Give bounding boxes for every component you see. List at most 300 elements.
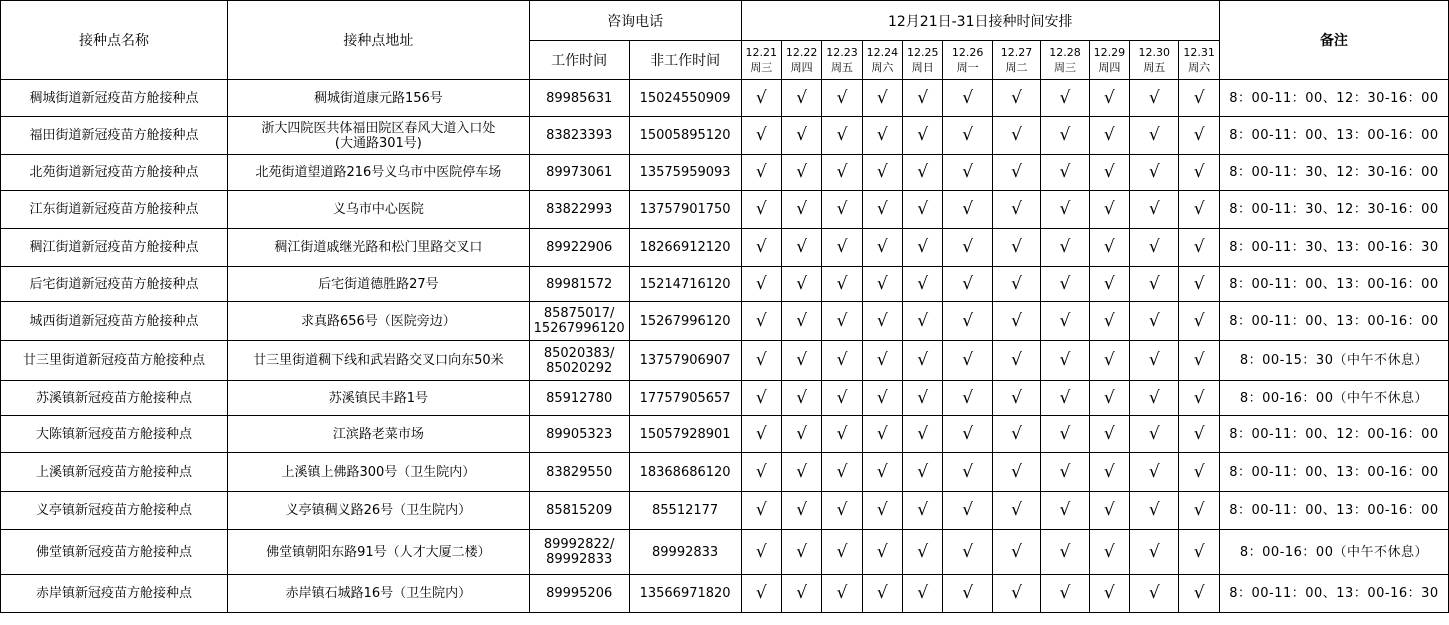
check-mark: √: [1179, 575, 1219, 613]
check-mark: √: [992, 117, 1040, 155]
work-phone: [529, 229, 629, 267]
check-mark: √: [781, 302, 821, 341]
work-phone-line: 89992833: [546, 552, 613, 567]
check-mark: √: [1041, 191, 1089, 229]
table-row: [1, 575, 1449, 613]
check-mark: √: [903, 267, 943, 302]
work-phone: [529, 80, 629, 117]
site-note: 8：00-11：00、13：00-16：00: [1219, 492, 1448, 530]
check-mark: √: [822, 155, 862, 191]
check-mark: √: [1179, 302, 1219, 341]
check-mark: √: [1179, 341, 1219, 381]
work-phone-line: 89981572: [546, 276, 613, 292]
check-mark: √: [862, 155, 902, 191]
site-address: [228, 530, 530, 575]
check-mark: √: [943, 80, 992, 117]
site-address: [228, 191, 530, 229]
site-name: 义亭镇新冠疫苗方舱接种点: [1, 492, 228, 530]
address-line: 佛堂镇朝阳东路91号（人才大厦二楼）: [266, 544, 491, 560]
check-mark: √: [741, 575, 781, 613]
day-header: [862, 41, 902, 80]
check-mark: √: [1041, 530, 1089, 575]
check-mark: √: [903, 453, 943, 492]
site-name: 廿三里街道新冠疫苗方舱接种点: [1, 341, 228, 381]
off-phone: 15057928901: [629, 416, 741, 453]
check-mark: √: [741, 530, 781, 575]
check-mark: √: [1041, 341, 1089, 381]
check-mark: √: [822, 341, 862, 381]
site-name: 大陈镇新冠疫苗方舱接种点: [1, 416, 228, 453]
check-mark: √: [1130, 492, 1179, 530]
check-mark: √: [862, 575, 902, 613]
site-note: 8：00-11：00、13：00-16：00: [1219, 267, 1448, 302]
day-header: [1089, 41, 1129, 80]
check-mark: √: [992, 416, 1040, 453]
off-phone: 89992833: [629, 530, 741, 575]
work-phone-line: 85020292: [546, 360, 613, 376]
work-phone-line: 85912780: [546, 390, 613, 406]
check-mark: √: [1179, 492, 1219, 530]
day-weekday: 周五: [830, 61, 853, 74]
site-note: 8：00-11：00、12：00-16：00: [1219, 416, 1448, 453]
work-phone: [529, 492, 629, 530]
check-mark: √: [943, 117, 992, 155]
off-phone: 15214716120: [629, 267, 741, 302]
work-phone-line: 89922906: [546, 240, 613, 255]
site-name: 稠城街道新冠疫苗方舱接种点: [1, 80, 228, 117]
site-note: 8：00-16：00（中午不休息）: [1219, 381, 1448, 416]
header-off-time: 非工作时间: [629, 41, 741, 80]
check-mark: √: [992, 575, 1040, 613]
site-note: 8：00-11：00、13：00-16：00: [1219, 117, 1448, 155]
address-line: 浙大四院医共体福田院区春风大道入口处: [261, 120, 496, 136]
site-note: 8：00-16：00（中午不休息）: [1219, 530, 1448, 575]
work-phone: [529, 341, 629, 381]
check-mark: √: [943, 416, 992, 453]
check-mark: √: [822, 453, 862, 492]
check-mark: √: [781, 155, 821, 191]
day-header: [822, 41, 862, 80]
check-mark: √: [741, 191, 781, 229]
header-schedule: 12月21日-31日接种时间安排: [741, 1, 1219, 41]
check-mark: √: [822, 302, 862, 341]
check-mark: √: [1179, 416, 1219, 453]
check-mark: √: [862, 117, 902, 155]
table-row: [1, 530, 1449, 575]
table-row: [1, 492, 1449, 530]
check-mark: √: [1179, 530, 1219, 575]
site-note: 8：00-11：00、13：00-16：30: [1219, 575, 1448, 613]
site-address: [228, 453, 530, 492]
check-mark: √: [1041, 229, 1089, 267]
site-address: [228, 267, 530, 302]
table-row: [1, 453, 1449, 492]
table-row: [1, 117, 1449, 155]
check-mark: √: [741, 267, 781, 302]
work-phone-line: 89992822/: [543, 537, 615, 552]
site-note: 8：00-11：00、13：00-16：00: [1219, 302, 1448, 341]
check-mark: √: [822, 381, 862, 416]
check-mark: √: [1089, 492, 1129, 530]
site-name: 苏溪镇新冠疫苗方舱接种点: [1, 381, 228, 416]
site-name: 后宅街道新冠疫苗方舱接种点: [1, 267, 228, 302]
check-mark: √: [943, 575, 992, 613]
work-phone-line: 85020383/: [543, 345, 615, 361]
check-mark: √: [992, 530, 1040, 575]
check-mark: √: [992, 191, 1040, 229]
address-line: 义乌市中心医院: [332, 202, 424, 217]
check-mark: √: [781, 492, 821, 530]
site-address: [228, 416, 530, 453]
check-mark: √: [1130, 416, 1179, 453]
check-mark: √: [903, 341, 943, 381]
check-mark: √: [781, 191, 821, 229]
address-line: 赤岸镇石城路16号（卫生院内）: [285, 586, 472, 601]
check-mark: √: [992, 453, 1040, 492]
table-row: [1, 80, 1449, 117]
check-mark: √: [862, 229, 902, 267]
check-mark: √: [1041, 492, 1089, 530]
check-mark: √: [741, 117, 781, 155]
check-mark: √: [992, 80, 1040, 117]
check-mark: √: [862, 267, 902, 302]
off-phone: 13575959093: [629, 155, 741, 191]
check-mark: √: [992, 155, 1040, 191]
day-header: [903, 41, 943, 80]
address-line: 苏溪镇民丰路1号: [328, 390, 428, 406]
site-address: [228, 575, 530, 613]
address-line: 江滨路老菜市场: [332, 426, 424, 442]
site-note: 8：00-11：30、13：00-16：30: [1219, 229, 1448, 267]
check-mark: √: [1179, 267, 1219, 302]
address-line: 稠城街道康元路156号: [313, 90, 443, 106]
check-mark: √: [1130, 117, 1179, 155]
check-mark: √: [741, 453, 781, 492]
check-mark: √: [862, 191, 902, 229]
header-phone: 咨询电话: [529, 1, 741, 41]
site-note: 8：00-11：00、13：00-16：00: [1219, 453, 1448, 492]
check-mark: √: [1130, 381, 1179, 416]
header-name: 接种点名称: [1, 1, 228, 80]
check-mark: √: [1041, 416, 1089, 453]
check-mark: √: [1130, 341, 1179, 381]
table-row: [1, 302, 1449, 341]
site-name: 赤岸镇新冠疫苗方舱接种点: [1, 575, 228, 613]
check-mark: √: [992, 229, 1040, 267]
check-mark: √: [992, 341, 1040, 381]
table-row: [1, 267, 1449, 302]
check-mark: √: [781, 229, 821, 267]
day-weekday: 周四: [1098, 61, 1121, 74]
day-header: [1179, 41, 1219, 80]
check-mark: √: [943, 302, 992, 341]
off-phone: 13566971820: [629, 575, 741, 613]
work-phone: [529, 575, 629, 613]
header-note: 备注: [1219, 1, 1448, 80]
check-mark: √: [822, 530, 862, 575]
check-mark: √: [992, 492, 1040, 530]
day-date: 12.28: [1049, 46, 1081, 59]
check-mark: √: [741, 229, 781, 267]
site-note: 8：00-11：30、12：30-16：00: [1219, 191, 1448, 229]
check-mark: √: [781, 341, 821, 381]
day-header: [943, 41, 992, 80]
work-phone: [529, 117, 629, 155]
check-mark: √: [992, 381, 1040, 416]
day-header: [992, 41, 1040, 80]
table-row: [1, 155, 1449, 191]
table-row: [1, 191, 1449, 229]
check-mark: √: [903, 117, 943, 155]
check-mark: √: [741, 492, 781, 530]
day-weekday: 周六: [871, 61, 894, 74]
check-mark: √: [1089, 229, 1129, 267]
check-mark: √: [943, 530, 992, 575]
check-mark: √: [862, 381, 902, 416]
check-mark: √: [822, 191, 862, 229]
check-mark: √: [903, 155, 943, 191]
work-phone-line: 85815209: [546, 503, 613, 518]
check-mark: √: [862, 302, 902, 341]
check-mark: √: [781, 381, 821, 416]
check-mark: √: [1130, 302, 1179, 341]
work-phone: [529, 381, 629, 416]
check-mark: √: [741, 155, 781, 191]
day-date: 12.31: [1183, 46, 1215, 59]
check-mark: √: [903, 302, 943, 341]
check-mark: √: [943, 229, 992, 267]
off-phone: 18266912120: [629, 229, 741, 267]
work-phone: [529, 155, 629, 191]
check-mark: √: [741, 381, 781, 416]
check-mark: √: [862, 80, 902, 117]
site-name: 上溪镇新冠疫苗方舱接种点: [1, 453, 228, 492]
table-header: [1, 1, 1449, 80]
site-address: [228, 492, 530, 530]
site-name: 稠江街道新冠疫苗方舱接种点: [1, 229, 228, 267]
check-mark: √: [943, 191, 992, 229]
site-address: [228, 117, 530, 155]
day-date: 12.29: [1093, 46, 1126, 59]
check-mark: √: [862, 453, 902, 492]
check-mark: √: [1089, 80, 1129, 117]
day-weekday: 周一: [956, 61, 979, 74]
check-mark: √: [1130, 155, 1179, 191]
site-name: 福田街道新冠疫苗方舱接种点: [1, 117, 228, 155]
day-header: [1130, 41, 1179, 80]
check-mark: √: [822, 267, 862, 302]
work-phone-line: 89905323: [546, 426, 613, 442]
work-phone-line: 83829550: [546, 464, 613, 480]
check-mark: √: [1089, 530, 1129, 575]
check-mark: √: [1130, 80, 1179, 117]
work-phone-line: 83823393: [546, 128, 613, 143]
check-mark: √: [1041, 302, 1089, 341]
off-phone: 13757906907: [629, 341, 741, 381]
check-mark: √: [781, 80, 821, 117]
check-mark: √: [741, 302, 781, 341]
day-date: 12.22: [785, 46, 818, 59]
day-weekday: 周日: [911, 61, 934, 74]
site-address: [228, 381, 530, 416]
check-mark: √: [1130, 453, 1179, 492]
work-phone-line: 89995206: [546, 586, 613, 601]
table-body: [1, 80, 1449, 613]
check-mark: √: [781, 117, 821, 155]
check-mark: √: [1041, 453, 1089, 492]
address-line: 廿三里街道稠下线和武岩路交叉口向东50米: [253, 353, 504, 368]
check-mark: √: [1041, 267, 1089, 302]
check-mark: √: [943, 155, 992, 191]
day-weekday: 周四: [790, 61, 813, 74]
check-mark: √: [822, 80, 862, 117]
check-mark: √: [862, 492, 902, 530]
check-mark: √: [903, 381, 943, 416]
check-mark: √: [1041, 155, 1089, 191]
check-mark: √: [1179, 80, 1219, 117]
work-phone-line: 83822993: [546, 202, 613, 217]
work-phone-line: 89973061: [546, 165, 613, 180]
off-phone: 18368686120: [629, 453, 741, 492]
site-address: [228, 341, 530, 381]
check-mark: √: [903, 492, 943, 530]
check-mark: √: [903, 80, 943, 117]
day-date: 12.30: [1138, 46, 1170, 59]
day-date: 12.24: [866, 46, 899, 59]
check-mark: √: [1089, 416, 1129, 453]
check-mark: √: [1041, 117, 1089, 155]
check-mark: √: [822, 229, 862, 267]
off-phone: 15267996120: [629, 302, 741, 341]
check-mark: √: [822, 117, 862, 155]
site-address: [228, 155, 530, 191]
table-row: [1, 381, 1449, 416]
day-weekday: 周五: [1143, 61, 1166, 74]
table-row: [1, 341, 1449, 381]
day-date: 12.23: [826, 46, 858, 59]
day-date: 12.25: [906, 46, 939, 59]
check-mark: √: [943, 453, 992, 492]
day-header: [741, 41, 781, 80]
check-mark: √: [1089, 381, 1129, 416]
check-mark: √: [1089, 341, 1129, 381]
site-note: 8：00-11：00、12：30-16：00: [1219, 80, 1448, 117]
check-mark: √: [781, 453, 821, 492]
check-mark: √: [1130, 229, 1179, 267]
header-work-time: 工作时间: [529, 41, 629, 80]
check-mark: √: [903, 530, 943, 575]
check-mark: √: [943, 492, 992, 530]
check-mark: √: [822, 492, 862, 530]
check-mark: √: [781, 530, 821, 575]
address-line: 上溪镇上佛路300号（卫生院内）: [281, 464, 476, 480]
check-mark: √: [1179, 117, 1219, 155]
site-name: 佛堂镇新冠疫苗方舱接种点: [1, 530, 228, 575]
check-mark: √: [1041, 80, 1089, 117]
check-mark: √: [943, 267, 992, 302]
day-weekday: 周三: [1053, 61, 1076, 74]
check-mark: √: [862, 530, 902, 575]
off-phone: 15005895120: [629, 117, 741, 155]
work-phone: [529, 267, 629, 302]
site-name: 江东街道新冠疫苗方舱接种点: [1, 191, 228, 229]
check-mark: √: [781, 267, 821, 302]
day-date: 12.26: [951, 46, 984, 59]
header-address: 接种点地址: [228, 1, 530, 80]
check-mark: √: [1089, 453, 1129, 492]
check-mark: √: [741, 80, 781, 117]
site-name: 北苑街道新冠疫苗方舱接种点: [1, 155, 228, 191]
check-mark: √: [992, 267, 1040, 302]
day-weekday: 周三: [750, 61, 773, 74]
work-phone: [529, 416, 629, 453]
check-mark: √: [1089, 155, 1129, 191]
check-mark: √: [1041, 381, 1089, 416]
site-name: 城西街道新冠疫苗方舱接种点: [1, 302, 228, 341]
check-mark: √: [741, 341, 781, 381]
check-mark: √: [903, 575, 943, 613]
check-mark: √: [1089, 117, 1129, 155]
check-mark: √: [943, 341, 992, 381]
check-mark: √: [943, 381, 992, 416]
work-phone: [529, 302, 629, 341]
check-mark: √: [1130, 575, 1179, 613]
work-phone-line: 15267996120: [533, 321, 625, 336]
table-row: [1, 229, 1449, 267]
check-mark: √: [1179, 453, 1219, 492]
check-mark: √: [1041, 575, 1089, 613]
address-line: (大通路301号): [334, 135, 422, 151]
check-mark: √: [862, 416, 902, 453]
work-phone: [529, 453, 629, 492]
work-phone-line: 85875017/: [543, 306, 615, 321]
check-mark: √: [1089, 302, 1129, 341]
check-mark: √: [1089, 267, 1129, 302]
check-mark: √: [1179, 191, 1219, 229]
check-mark: √: [1130, 530, 1179, 575]
site-address: [228, 229, 530, 267]
work-phone: [529, 191, 629, 229]
day-header: [1041, 41, 1089, 80]
off-phone: 13757901750: [629, 191, 741, 229]
site-note: 8：00-11：30、12：30-16：00: [1219, 155, 1448, 191]
check-mark: √: [1179, 381, 1219, 416]
address-line: 求真路656号（医院旁边）: [300, 313, 456, 329]
off-phone: 85512177: [629, 492, 741, 530]
address-line: 稠江街道戚继光路和松门里路交叉口: [274, 240, 483, 255]
address-line: 义亭镇稠义路26号（卫生院内）: [285, 503, 472, 518]
address-line: 后宅街道德胜路27号: [318, 276, 439, 292]
check-mark: √: [741, 416, 781, 453]
check-mark: √: [903, 229, 943, 267]
off-phone: 17757905657: [629, 381, 741, 416]
check-mark: √: [781, 575, 821, 613]
site-note: 8：00-15：30（中午不休息）: [1219, 341, 1448, 381]
work-phone-line: 89985631: [546, 90, 613, 106]
check-mark: √: [903, 191, 943, 229]
check-mark: √: [1179, 229, 1219, 267]
check-mark: √: [903, 416, 943, 453]
address-line: 北苑街道望道路216号义乌市中医院停车场: [255, 165, 502, 180]
day-date: 12.21: [745, 46, 778, 59]
day-header: [781, 41, 821, 80]
table-row: [1, 416, 1449, 453]
site-address: [228, 80, 530, 117]
check-mark: √: [1179, 155, 1219, 191]
check-mark: √: [822, 575, 862, 613]
check-mark: √: [1130, 267, 1179, 302]
check-mark: √: [992, 302, 1040, 341]
